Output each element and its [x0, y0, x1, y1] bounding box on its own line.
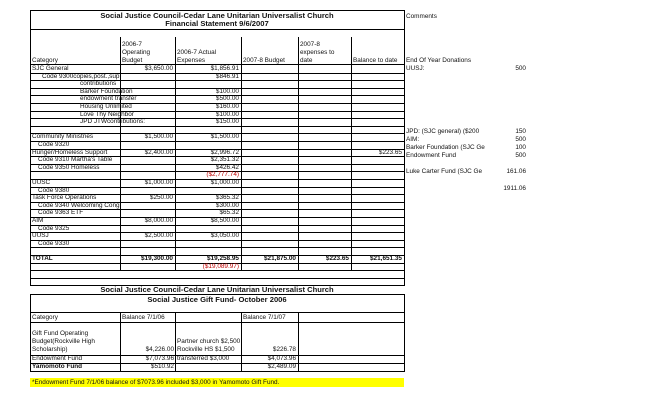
row-actual: $100.00	[215, 87, 239, 95]
donation-label: Barker Foundation (SJC Ge	[406, 144, 485, 151]
row-label: Code 9340 Welcoming Cong.	[38, 201, 122, 209]
col-budget-l1: 2006-7	[122, 41, 142, 48]
row-actual: $8,500.00	[210, 217, 239, 224]
row-budget: $2,400.00	[144, 148, 173, 156]
row-actual: $1,856.91	[210, 65, 239, 72]
gift-row1-label-l1: Gift Fund Operating	[32, 330, 89, 337]
row-divider	[30, 126, 404, 127]
row-actual: $846.91	[215, 72, 239, 80]
gift-row2-balance-2007: $4,073.96	[267, 355, 296, 362]
row-actual: $150.00	[215, 118, 239, 126]
row-actual: $365.32	[215, 194, 239, 202]
donation-amount: 500	[515, 152, 526, 159]
column-divider	[175, 37, 176, 270]
col-exp2007-l2: expenses to	[300, 49, 335, 56]
row-label: Task Force Operations	[32, 194, 97, 202]
row-actual: ($19,089.97)	[202, 262, 239, 270]
row-actual: $19,258.95	[207, 255, 239, 262]
col-budget-l3: Budget	[122, 57, 143, 64]
gift-row2-note: transferred $3,000	[177, 355, 230, 362]
row-actual: $500.00	[215, 95, 239, 103]
row-budget: $3,650.00	[144, 65, 173, 72]
gift-row1-label-l3: Scholarship)	[32, 346, 68, 353]
row-budget: $8,000.00	[144, 217, 173, 224]
row-actual: ($2,777.74)	[206, 171, 239, 179]
row-divider	[30, 141, 404, 142]
row-label: endowment transfer	[80, 95, 137, 103]
row-label: Code 9330	[38, 239, 70, 247]
col-actual-l2: Expenses	[177, 57, 206, 64]
row-label: Community Ministries	[32, 133, 94, 141]
row-divider	[30, 225, 404, 226]
row-actual: $65.32	[219, 209, 239, 217]
col-end-of-year: End Of Year Donations	[406, 57, 472, 64]
row-actual: $3,050.00	[210, 232, 239, 240]
row-label: AIM	[32, 217, 44, 224]
row-label: Housing Unlimited	[80, 103, 132, 110]
gift-row1-balance-2006: $4,226.00	[145, 346, 174, 353]
row-actual: $1,000.00	[210, 179, 239, 186]
column-divider	[120, 37, 121, 270]
row-label: Code 9363 ETF	[38, 209, 84, 217]
row-budget: $2,500.00	[144, 232, 173, 240]
gift-row1-note1: Partner church $2,500	[177, 338, 241, 345]
gift-row3-label: Yamomoto Fund	[32, 363, 83, 370]
row-budget-2007: $21,875.00	[264, 255, 296, 262]
donation-label: UUSJ:	[406, 65, 425, 72]
row-balance: $21,651.35	[370, 255, 402, 262]
row-label: Love Thy Neighbor	[80, 110, 134, 118]
row-balance: $223.65	[378, 148, 402, 156]
col-balance: Balance to date	[353, 57, 398, 64]
donation-amount: 500	[515, 136, 526, 143]
col-exp2007-l3: date	[300, 57, 313, 64]
row-label: Code 9380	[38, 186, 70, 194]
gift-row1-balance-2007: $226.78	[272, 346, 296, 353]
row-actual: $160.00	[215, 103, 239, 110]
row-label: contributions	[80, 80, 117, 88]
row-label: Code 9300copies,post.,sup	[42, 72, 120, 80]
row-actual: $426.42	[215, 163, 239, 171]
row-budget: $250.00	[149, 194, 173, 202]
row-divider	[30, 270, 404, 271]
row-label: TOTAL	[32, 255, 53, 262]
gift-row1-label-l2: Budget(Rockville High	[32, 338, 95, 345]
donation-amount: 100	[515, 144, 526, 151]
donation-label: Endowment Fund	[406, 152, 457, 159]
sheet-title: Social Justice Council-Cedar Lane Unitarian Universalist Church	[100, 11, 334, 20]
donation-amount: 150	[515, 128, 526, 135]
row-label: SJC General	[32, 65, 69, 72]
row-actual: $100.00	[215, 110, 239, 118]
endowment-footnote: *Endowment Fund 7/1/06 balance of $7073.96 included $3,000 in Yamomoto Gift Fund.	[30, 378, 404, 387]
donation-label: JPD: (SJC general) ($200	[406, 128, 480, 135]
row-actual: $1,500.00	[210, 133, 239, 141]
row-actual: $300.00	[215, 201, 239, 209]
gift-subtitle: Social Justice Gift Fund- October 2006	[147, 295, 287, 304]
row-divider	[30, 187, 404, 188]
col-budget-l2: Operating	[122, 49, 151, 56]
row-label: Code 9310 Martha's Table	[38, 156, 113, 164]
row-actual: $2,996.72	[210, 148, 239, 156]
gift-col-category: Category	[32, 314, 58, 321]
sheet-subtitle: Financial Statement 9/6/2007	[165, 19, 269, 28]
row-budget: $19,300.00	[141, 255, 173, 262]
gift-title: Social Justice Council-Cedar Lane Unitarian Universalist Church	[100, 285, 334, 294]
row-label: JPD JTWcontributions:	[80, 118, 145, 126]
row-actual: $2,351.32	[210, 156, 239, 164]
gift-row2-label: Endowment Fund	[32, 355, 83, 362]
gift-row3-balance-2006: $510.92	[150, 363, 174, 370]
col-budget-2007: 2007-8 Budget	[243, 57, 285, 64]
gift-col-balance-2007: Balance 7/1/07	[243, 314, 286, 321]
column-divider	[351, 37, 352, 270]
col-actual-l1: 2006-7 Actual	[177, 49, 217, 56]
column-divider	[241, 37, 242, 270]
row-label: Code 9350 Homeless	[38, 163, 100, 171]
col-exp2007-l1: 2007-8	[300, 41, 320, 48]
donation-label: AIM:	[406, 136, 420, 143]
row-divider	[30, 240, 404, 241]
col-category: Category	[32, 57, 58, 64]
donation-label: Luke Carter Fund (SJC Ge	[406, 168, 483, 175]
donation-amount: 1911.06	[503, 185, 526, 192]
gift-row3-balance-2007: $2,489.09	[267, 363, 296, 370]
row-budget: $1,500.00	[144, 133, 173, 141]
gift-row2-balance-2006: $7,073.96	[145, 355, 174, 362]
row-label: UUSJ	[32, 232, 49, 240]
row-exp-2007: $223.65	[325, 255, 349, 262]
gift-col-balance-2006: Balance 7/1/06	[122, 314, 165, 321]
row-label: Hunger/Homeless Support	[32, 148, 108, 156]
row-budget: $1,000.00	[144, 179, 173, 186]
row-label: Code 9320	[38, 141, 70, 148]
row-divider	[30, 247, 404, 248]
donation-amount: 161.06	[506, 168, 526, 175]
donation-amount: 500	[515, 65, 526, 72]
gift-row1-note2: Rockville HS $1,500	[177, 346, 235, 353]
comments-label: Comments	[406, 13, 437, 20]
row-label: UUSC	[32, 179, 51, 186]
row-label: Code 9325	[38, 224, 70, 232]
column-divider	[298, 37, 299, 270]
row-label: Barker Foundation	[80, 87, 133, 95]
